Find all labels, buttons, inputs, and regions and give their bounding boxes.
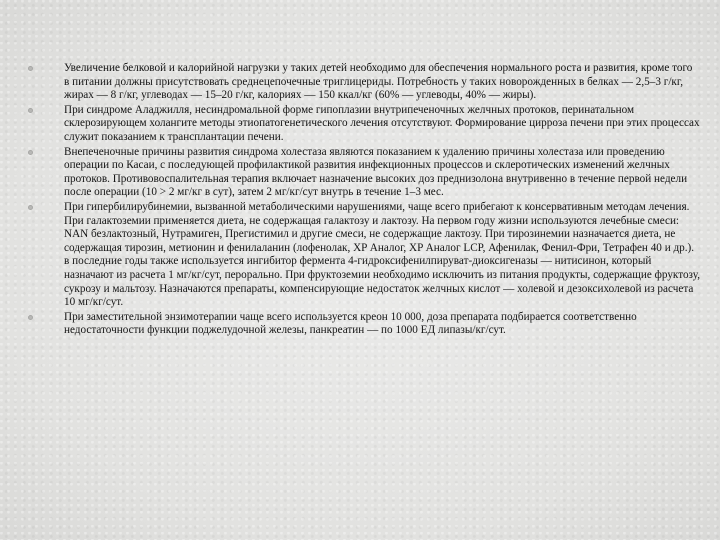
bullet-text: При гипербилирубинемии, вызванной метаболическими нарушениями, чаще всего прибегают к консервативным методам лечения. При галактоземии применяется диета, не содержащая галактозу и лактозу. На первом году жизни используются лечебные смеси: NAN безлактозный, Нутрамиген, Прегистимил и другие смеси, не содержащие лактозу. При тирозинемии назначается диета, не содержащая тирозин, метионин и фенилаланин (лофенолак, XP Аналог, XP Аналог LCP, Афенилак, Фенил-Фри, Тетрафен 40 и др.). в последние годы также используется ингибитор фермента 4-гидроксифенилпируват-диоксигеназы — нитисинон, который назначают из расчета 1 мг/кг/сут, перорально. При фруктоземии необходимо исключить из питания продукты, содержащие фруктозу, сукрозу и мальтозу. Назначаются препараты, компенсирующие недостаток желчных кислот — холевой и дезоксихолевой из расчета 10 мг/кг/сут. <box>64 200 700 309</box>
bullet-dot-icon <box>28 150 33 155</box>
bullet-text: При заместительной энзимотерапии чаще всего используется креон 10 000, доза препарата подбирается соответственно недостаточности функции поджелудочной железы, панкреатин — по 1000 ЕД липазы/кг/сут. <box>64 310 637 337</box>
bullet-dot-icon <box>28 315 33 320</box>
bullet-item <box>28 311 700 338</box>
bullet-text: Внепеченочные причины развития синдрома холестаза являются показанием к удалению причины холестаза или проведению операции по Касаи, с последующей профилактикой развития инфекционных процессов и склеротических изменений желчных протоков. Противовоспалительная терапия включает назначение высоких доз преднизолона внутривенно в течение первой недели после операции (10 > 2 мг/кг в сут), затем 2 мг/кг/сут внутрь в течение 1–3 мес. <box>64 145 688 199</box>
bullet-dot-icon <box>28 108 33 113</box>
bullet-item <box>28 146 700 200</box>
bullet-text: При синдроме Аладжилля, несиндромальной форме гипоплазии внутрипеченочных желчных протоков, перинатальном склерозирующем холангите методы этиопатогенетического лечения отсутствуют. Формирование цирроза печени при этих процессах служит показанием к трансплантации печени. <box>64 103 700 143</box>
bullet-item <box>28 62 700 103</box>
bullet-dot-icon <box>28 66 33 71</box>
bullet-item <box>28 201 700 310</box>
bullet-dot-icon <box>28 205 33 210</box>
bullet-text: Увеличение белковой и калорийной нагрузки у таких детей необходимо для обеспечения нормального роста и развития, кроме того в питании должны присутствовать среднецепочечные триглицериды. Потребность у таких новорожденных в белках — 2,5–3 г/кг, жирах — 8 г/кг, углеводах — 15–20 г/кг, калориях — 150 ккал/кг (60% — углеводы, 40% — жиры). <box>64 62 693 102</box>
bullet-list <box>28 62 700 339</box>
bullet-item <box>28 104 700 145</box>
